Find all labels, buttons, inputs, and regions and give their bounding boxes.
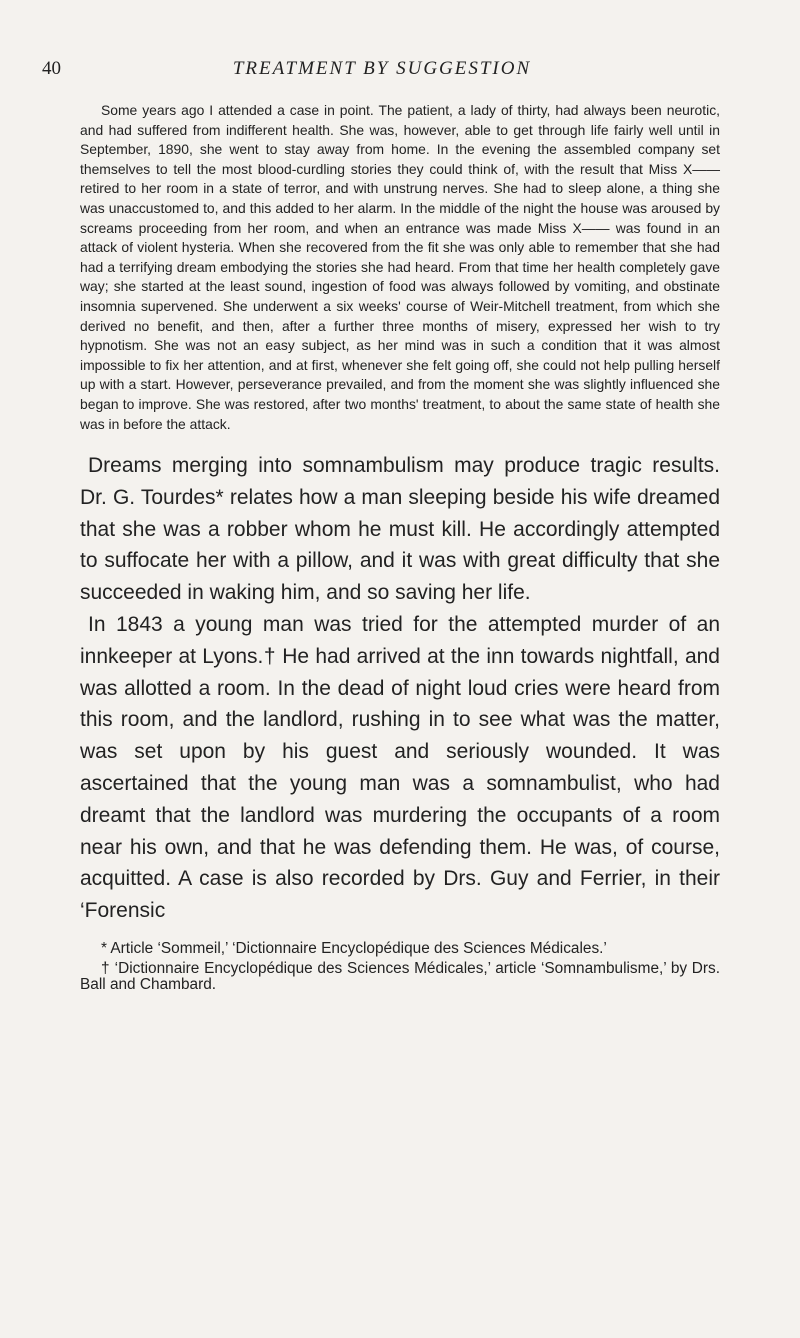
footnote-2: † ‘Dictionnaire Encyclopédique des Sciences Médicales,’ article ‘Somnambulisme,’ by Drs. Ball and Chambard.: [80, 960, 720, 994]
paragraph-dreams-somnambulism: Dreams merging into somnambulism may produce tragic results. Dr. G. Tourdes* relates how a man sleeping beside his wife dreamed that she was a robber whom he must kill. He accordingly attempted to suffocate her with a pillow, and it was with great difficulty that she succeeded in waking him, and so saving her life.: [80, 454, 720, 605]
page-body: [80, 101, 720, 997]
paragraph-lyons-case: In 1843 a young man was tried for the attempted murder of an innkeeper at Lyons.† He had arrived at the inn towards nightfall, and was allotted a room. In the dead of night loud cries were heard from this room, and the landlord, rushing in to see what was the matter, was set upon by his guest and seriously wounded. It was ascertained that the young man was a somnambulist, who had dreamt that the landlord was murdering the occupants of a room near his own, and that he was defending them. He was, of course, acquitted. A case is also recorded by Drs. Guy and Ferrier, in their ‘Forensic: [80, 613, 720, 923]
footnotes: [80, 941, 720, 993]
page-header: [42, 58, 722, 88]
paragraph-case-study: Some years ago I attended a case in point. The patient, a lady of thirty, had always been neurotic, and had suffered from indifferent health. She was, however, able to get through life fairly well until in September, 1890, she went to stay away from home. In the evening the assembled company set themselves to tell the most blood-curdling stories they could think of, with the result that Miss X—— retired to her room in a state of terror, and with unstrung nerves. She had to sleep alone, a thing she was unaccustomed to, and this added to her alarm. In the middle of the night the house was aroused by screams proceeding from her room, and when an entrance was made Miss X—— was found in an attack of violent hysteria. When she recovered from the fit she was only able to remember that she had had a terrifying dream embodying the stories she had heard. From that time her health completely gave way; she started at the least sound, ingestion of food was always followed by vomiting, and obstinate insomnia supervened. She underwent a six weeks' course of Weir-Mitchell treatment, from which she derived no benefit, and then, after a further three months of misery, expressed her wish to try hypnotism. She was not an easy subject, as her mind was in such a condition that it was almost impossible to fix her attention, and at first, whenever she felt going off, she could not help pulling herself up with a start. However, perseverance prevailed, and from the moment she was slightly influenced she began to improve. She was restored, after two months' treatment, to about the same state of health she was in before the attack.: [80, 102, 720, 432]
footnote-1: * Article ‘Sommeil,’ ‘Dictionnaire Encyclopédique des Sciences Médicales.’: [101, 940, 607, 958]
page-number: 40: [42, 58, 61, 79]
running-title: TREATMENT BY SUGGESTION: [232, 58, 532, 79]
